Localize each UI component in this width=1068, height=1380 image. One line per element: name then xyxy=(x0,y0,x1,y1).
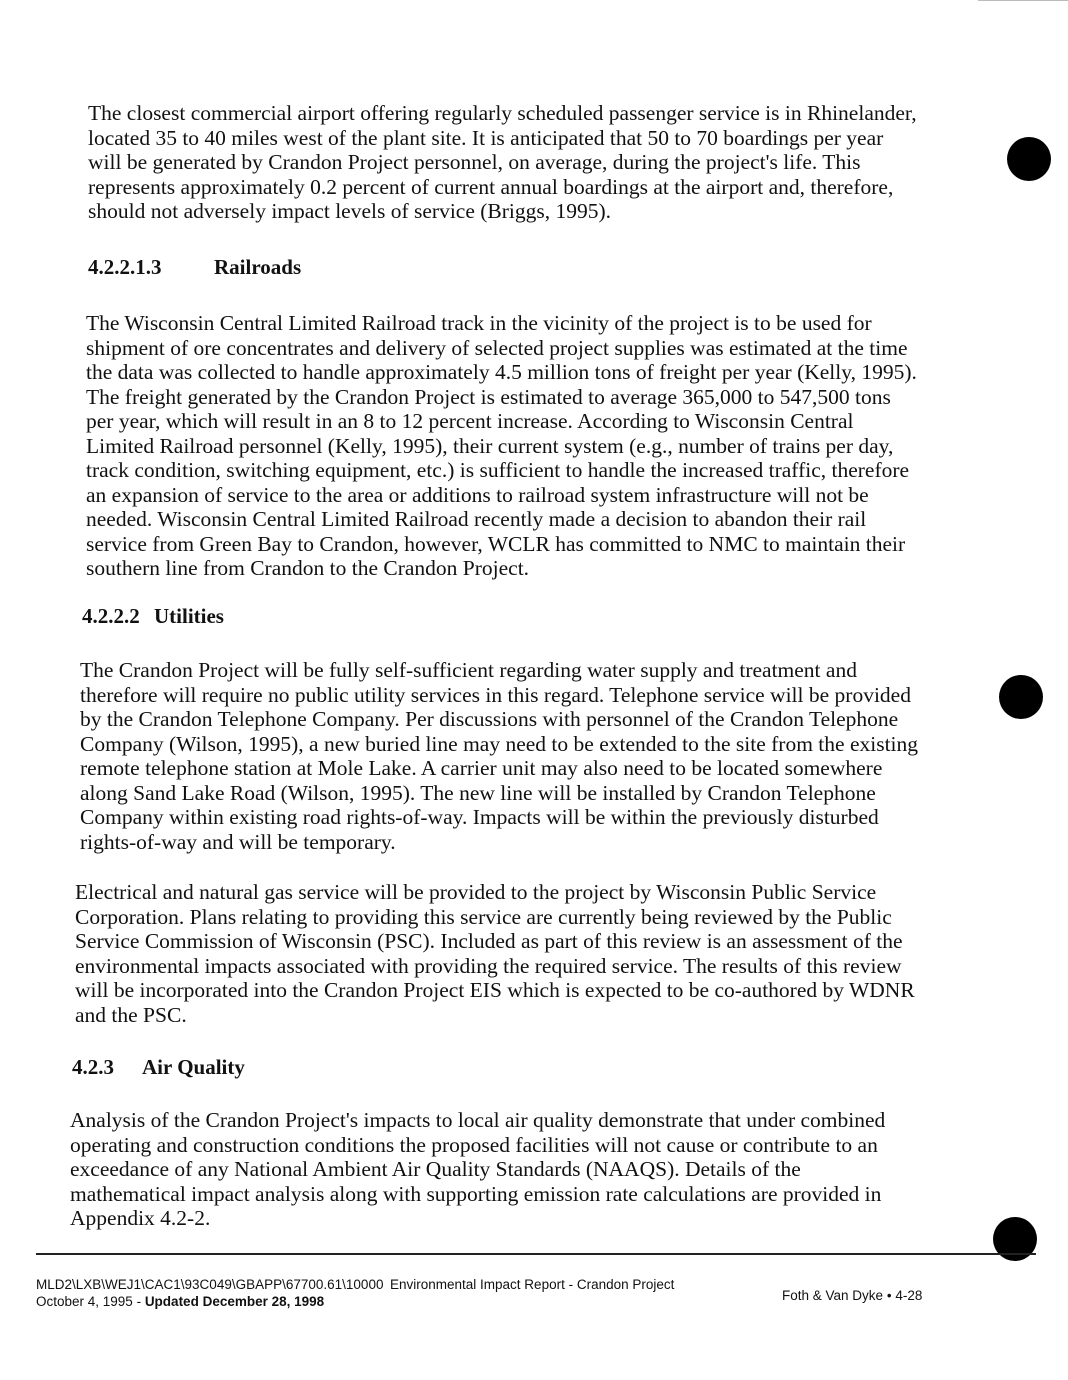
air-quality-paragraph: Analysis of the Crandon Project's impacts to local air quality demonstrate that under combined operating and construction conditions the proposed facilities will not cause or contribute to an exceedance of any National Ambient Air Quality Standards (NAAQS). Details of the mathematical impact analysis along with supporting emission rate calculations are provided in Appendix 4.2-2. xyxy=(70,1108,886,1230)
footer-rule xyxy=(36,1253,1036,1255)
footer-date-updated: Updated December 28, 1998 xyxy=(144,1294,325,1309)
footer-page-number: 4-28 xyxy=(895,1288,923,1303)
binder-hole-middle xyxy=(999,675,1043,719)
utilities-paragraph-2: Electrical and natural gas service will be provided to the project by Wisconsin Public Service Corporation. Plans relating to providing this service are currently being reviewed by the Public Service Commission of Wisconsin (PSC). Included as part of this review is an assessment of the environmental impacts associated with providing the required service. The results of this review will be incorporated into the Crandon Project EIS which is expected to be co-authored by WDNR and the PSC. xyxy=(75,880,915,1027)
railroads-heading-title: Railroads xyxy=(214,255,302,279)
railroads-paragraph: The Wisconsin Central Limited Railroad track in the vicinity of the project is to be used for shipment of ore concentrates and delivery of selected project supplies was estimated at the time the data was collected to handle approximately 4.5 million tons of freight per year (Kelly, 1995). The freight generated by the Crandon Project is estimated to average 365,000 to 547,500 tons per year, which will result in an 8 to 12 percent increase. According to Wisconsin Central Limited Railroad personnel (Kelly, 1995), their current system (e.g., number of trains per day, track condition, switching equipment, etc.) is sufficient to handle the increased traffic, therefore an expansion of service to the area or additions to railroad system infrastructure will not be needed. Wisconsin Central Limited Railroad recently made a decision to abandon their rail service from Green Bay to Crandon, however, WCLR has committed to NMC to maintain their southern line from Crandon to the Crandon Project. xyxy=(86,311,917,580)
utilities-heading xyxy=(82,604,482,629)
scan-edge-line xyxy=(978,0,1068,1)
utilities-heading-number: 4.2.2.2 xyxy=(82,604,140,628)
footer-date xyxy=(36,1294,324,1310)
railroads-heading-number: 4.2.2.1.3 xyxy=(88,255,162,279)
footer-path: MLD2\LXB\WEJ1\CAC1\93C049\GBAPP\67700.61\10000 xyxy=(36,1277,384,1292)
footer-report-title: Environmental Impact Report - Crandon Project xyxy=(390,1277,675,1292)
binder-hole-top xyxy=(1007,137,1051,181)
utilities-heading-title: Utilities xyxy=(154,604,224,628)
airport-paragraph: The closest commercial airport offering regularly scheduled passenger service is in Rhinelander, located 35 to 40 miles west of the plant site. It is anticipated that 50 to 70 boardings per year will be generated by Crandon Project personnel, on average, during the project's life. This represents approximately 0.2 percent of current annual boardings at the airport and, therefore, should not adversely impact levels of service (Briggs, 1995). xyxy=(88,101,917,223)
railroads-heading xyxy=(88,255,488,280)
footer-date-original: October 4, 1995 - xyxy=(36,1294,145,1309)
air-quality-heading xyxy=(72,1055,472,1080)
utilities-paragraph-1: The Crandon Project will be fully self-sufficient regarding water supply and treatment and therefore will require no public utility services in this regard. Telephone service will be provided by the Crandon Telephone Company. Per discussions with personnel of the Crandon Telephone Company (Wilson, 1995), a new buried line may need to be extended to the site from the existing remote telephone station at Mole Lake. A carrier unit may also need to be located somewhere along Sand Lake Road (Wilson, 1995). The new line will be installed by Crandon Telephone Company within existing road rights-of-way. Impacts will be within the previously disturbed rights-of-way and will be temporary. xyxy=(80,658,919,854)
footer-company: Foth & Van Dyke xyxy=(782,1288,884,1303)
footer-page-info xyxy=(782,1288,922,1304)
air-quality-heading-number: 4.2.3 xyxy=(72,1055,114,1079)
footer-bullet: • xyxy=(886,1288,892,1303)
air-quality-heading-title: Air Quality xyxy=(142,1055,245,1079)
